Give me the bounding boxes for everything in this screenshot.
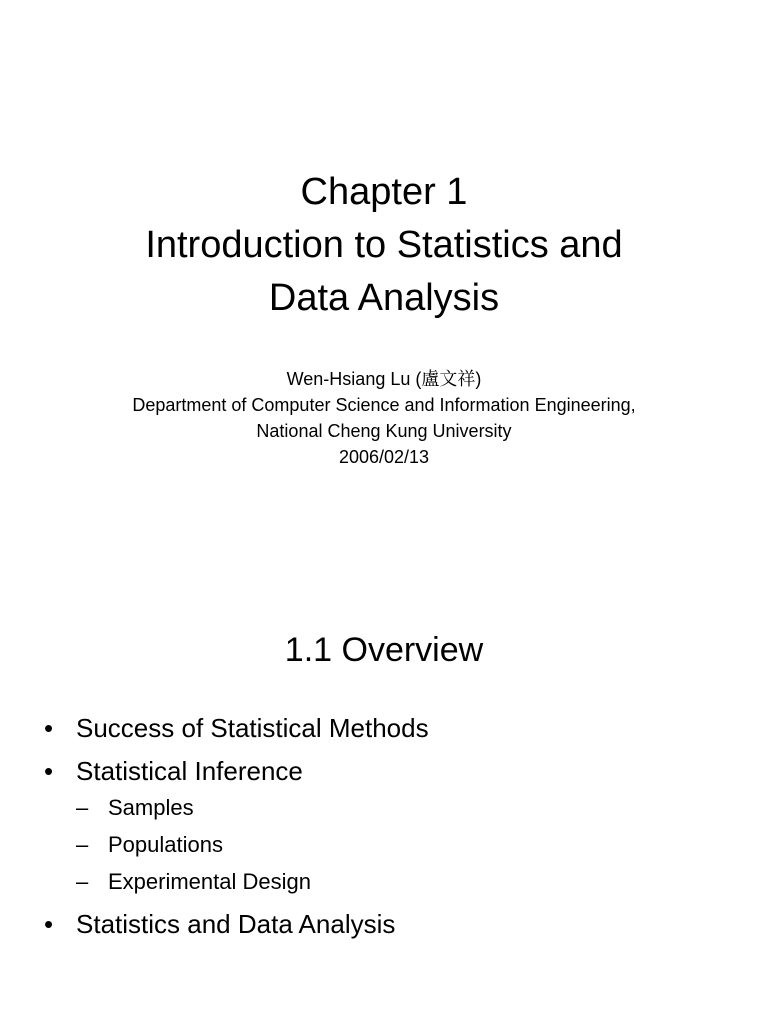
bullet-icon: • — [44, 713, 54, 743]
bullet-text: Statistics and Data Analysis — [76, 909, 396, 939]
sub-list-item — [76, 793, 744, 823]
bullet-icon: • — [44, 756, 54, 786]
author-name: Wen-Hsiang Lu (盧文祥) — [286, 369, 482, 389]
slide-title — [0, 166, 768, 325]
bullet-text: Statistical Inference — [76, 756, 303, 786]
bullet-icon: • — [44, 909, 54, 939]
sub-bullet-text: Populations — [108, 832, 223, 857]
date: 2006/02/13 — [338, 447, 430, 467]
sub-list-item — [76, 830, 744, 860]
title-line-2: Data Analysis — [268, 277, 500, 319]
section-title: 1.1 Overview — [284, 631, 484, 669]
dash-icon: – — [76, 795, 89, 820]
sub-list-item — [76, 867, 744, 897]
list-item — [44, 908, 744, 940]
dash-icon: – — [76, 832, 89, 857]
author-info — [0, 366, 768, 470]
chapter-label: Chapter 1 — [300, 171, 468, 213]
bullet-list — [44, 712, 744, 951]
bullet-text: Success of Statistical Methods — [76, 713, 429, 743]
list-item — [44, 755, 744, 897]
sub-bullet-text: Samples — [108, 795, 194, 820]
sub-bullet-list — [76, 793, 744, 897]
overview-slide — [0, 512, 768, 1024]
sub-bullet-text: Experimental Design — [108, 869, 311, 894]
university-name: National Cheng Kung University — [256, 421, 512, 441]
list-item — [44, 712, 744, 744]
dash-icon: – — [76, 869, 89, 894]
department-name: Department of Computer Science and Information Engineering, — [132, 395, 636, 415]
title-line-1: Introduction to Statistics and — [145, 224, 623, 266]
